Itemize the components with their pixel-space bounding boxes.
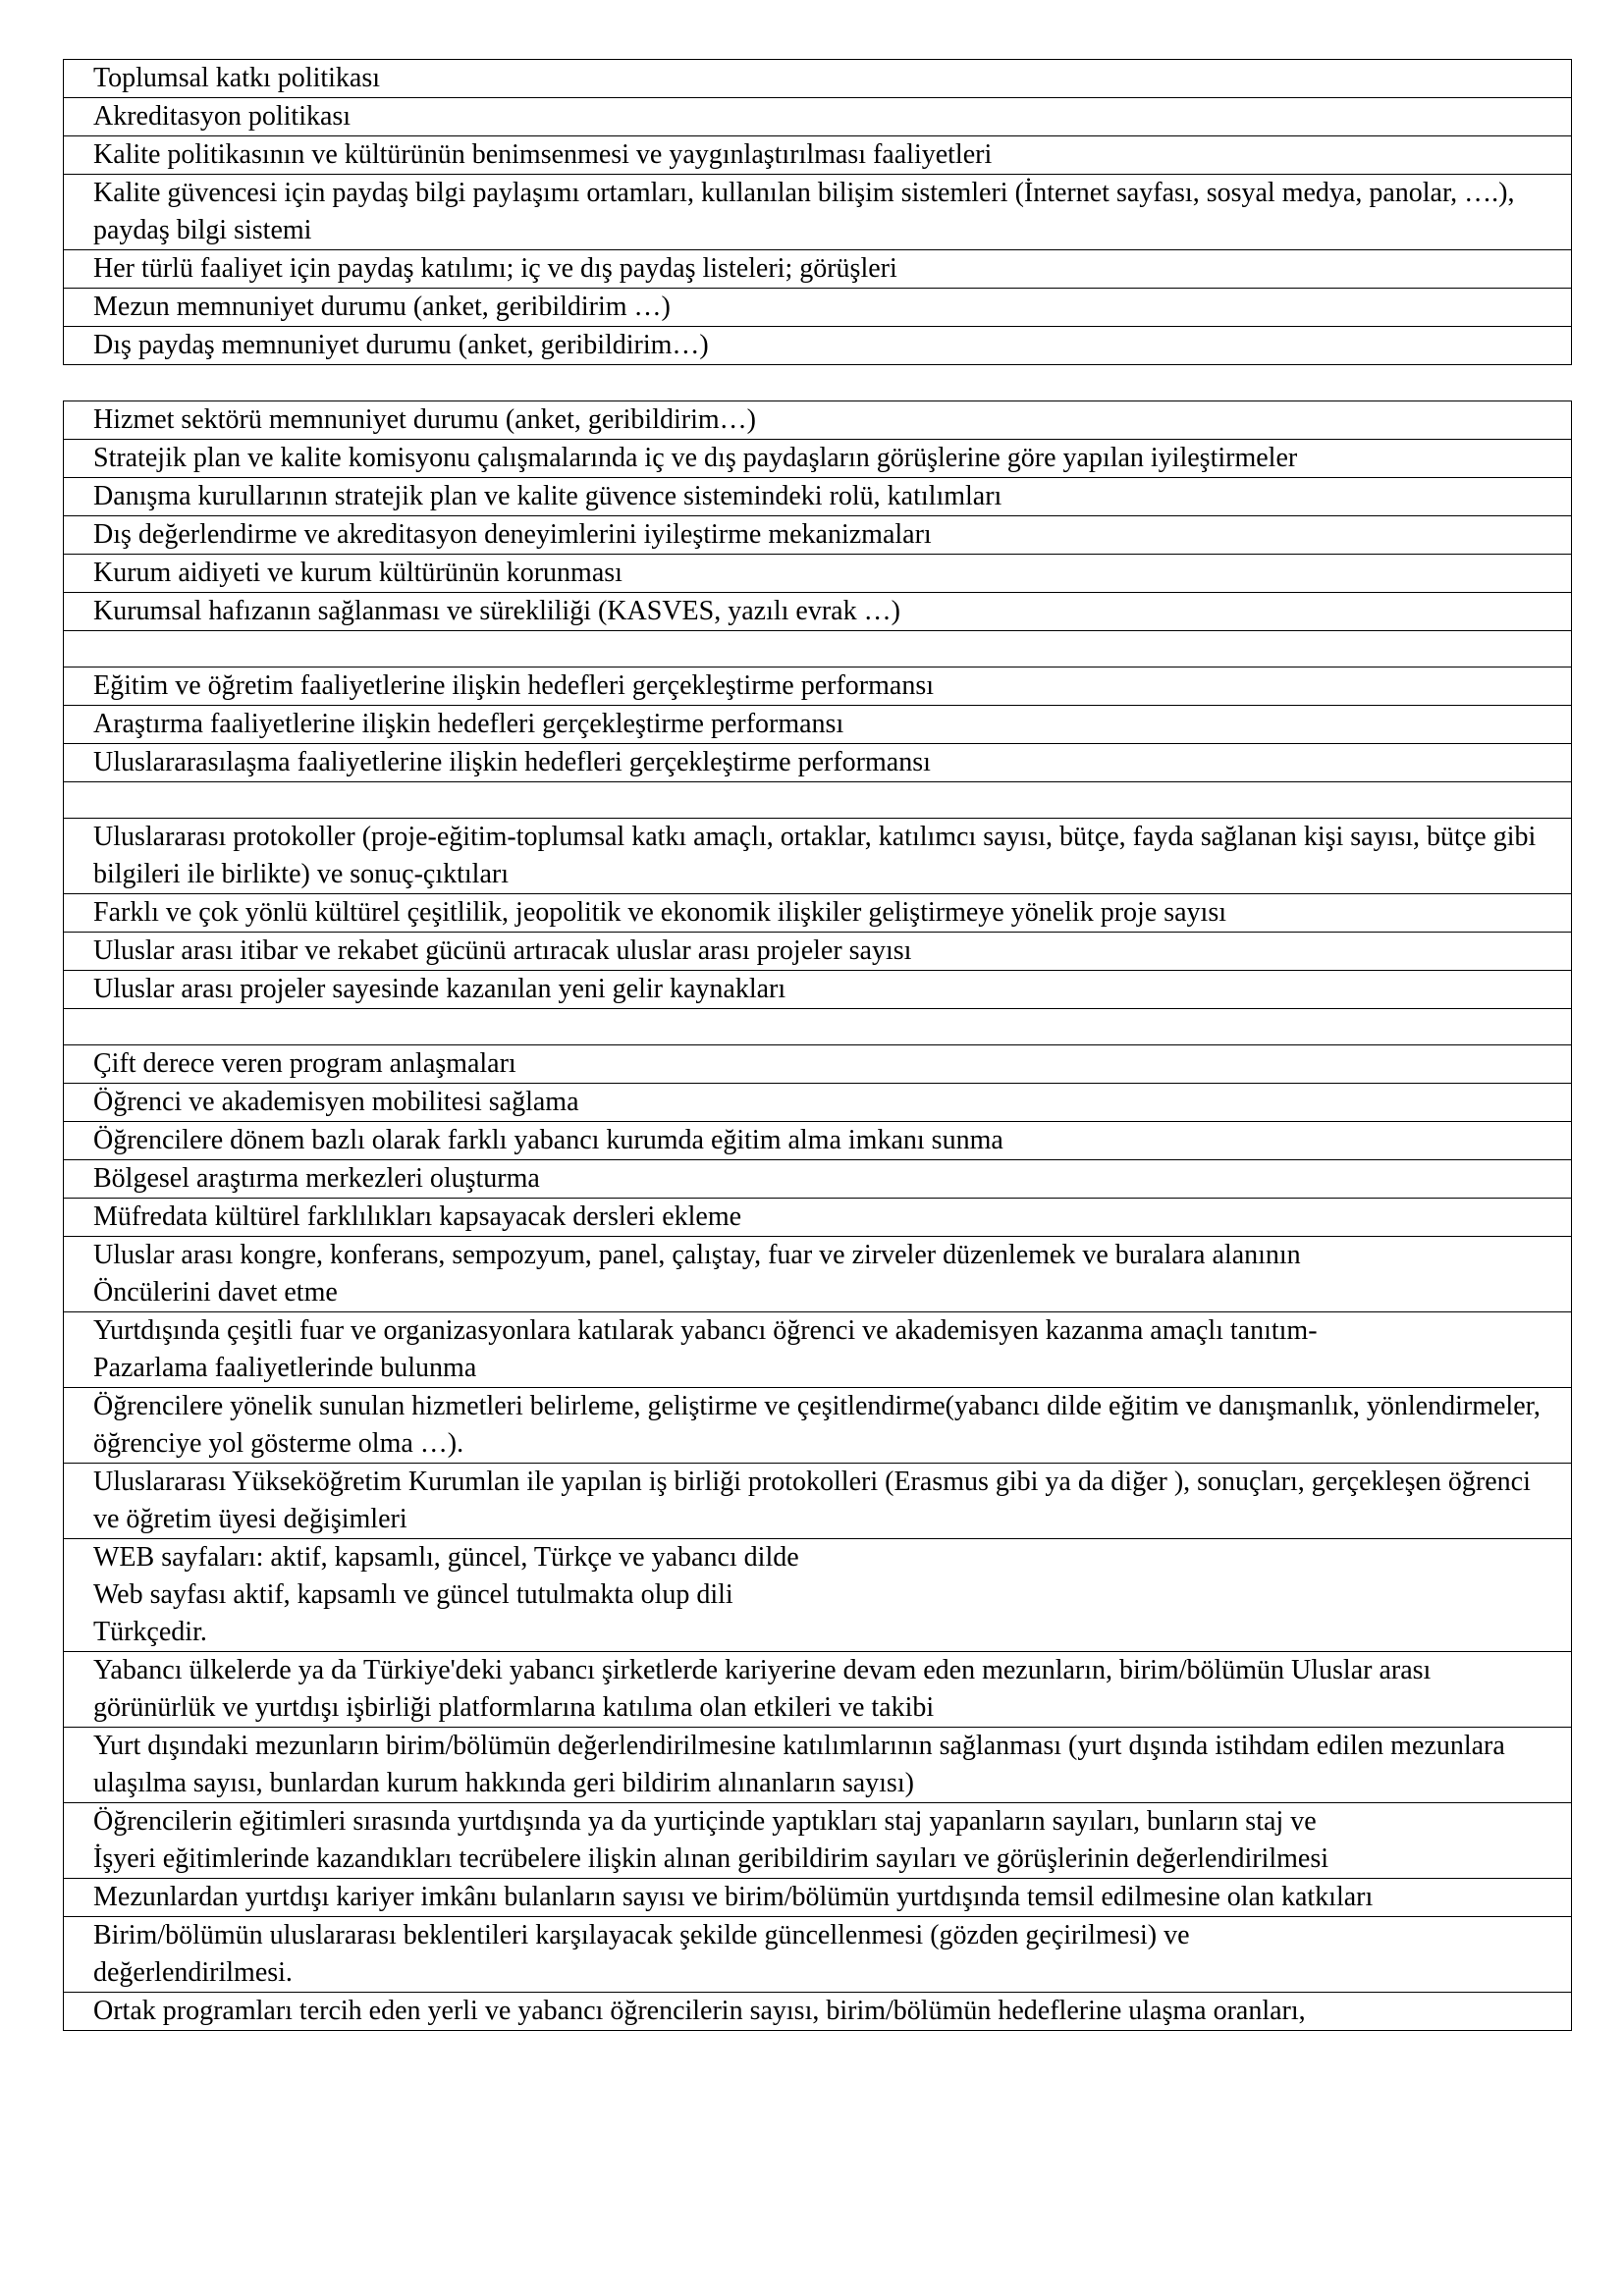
table-row (64, 1237, 1572, 1312)
table-cell: Dış değerlendirme ve akreditasyon deneyimlerini iyileştirme mekanizmaları (64, 516, 1572, 555)
table-row (64, 1917, 1572, 1993)
table-row (64, 98, 1572, 136)
table-row (64, 1160, 1572, 1199)
table-cell (64, 782, 1572, 819)
table-cell: Bölgesel araştırma merkezleri oluşturma (64, 1160, 1572, 1199)
table-row (64, 1879, 1572, 1917)
table-row (64, 1539, 1572, 1652)
table-row (64, 1122, 1572, 1160)
table-cell: Ortak programları tercih eden yerli ve yabancı öğrencilerin sayısı, birim/bölümün hedeflerine ulaşma oranları, (64, 1993, 1572, 2031)
table-row (64, 250, 1572, 289)
table-row (64, 593, 1572, 631)
table-cell: Uluslar arası kongre, konferans, sempozyum, panel, çalıştay, fuar ve zirveler düzenlemek ve buralara alanının Öncülerini davet etme (64, 1237, 1572, 1312)
table-cell: Uluslararası Yükseköğretim Kurumlan ile yapılan iş birliği protokolleri (Erasmus gibi ya da diğer ), sonuçları, gerçekleşen öğrenci ve öğretim üyesi değişimleri (64, 1464, 1572, 1539)
table-cell: Uluslararası protokoller (proje-eğitim-toplumsal katkı amaçlı, ortaklar, katılımcı sayısı, bütçe, fayda sağlanan kişi sayısı, bütçe gibi bilgileri ile birlikte) ve sonuç-çıktıları (64, 819, 1572, 894)
table-1-body (64, 60, 1572, 365)
table-cell: Müfredata kültürel farklılıkları kapsayacak dersleri ekleme (64, 1199, 1572, 1237)
table-row (64, 706, 1572, 744)
table-cell: Akreditasyon politikası (64, 98, 1572, 136)
table-row (64, 1464, 1572, 1539)
table-cell: WEB sayfaları: aktif, kapsamlı, güncel, Türkçe ve yabancı dilde Web sayfası aktif, kapsamlı ve güncel tutulmakta olup dili Türkçedir. (64, 1539, 1572, 1652)
table-row (64, 971, 1572, 1009)
table-row (64, 1803, 1572, 1879)
table-cell: Uluslar arası projeler sayesinde kazanılan yeni gelir kaynakları (64, 971, 1572, 1009)
table-row (64, 289, 1572, 327)
table-row (64, 401, 1572, 440)
table-cell: Hizmet sektörü memnuniyet durumu (anket, geribildirim…) (64, 401, 1572, 440)
table-cell: Dış paydaş memnuniyet durumu (anket, geribildirim…) (64, 327, 1572, 365)
table-row (64, 1993, 1572, 2031)
table-cell: Mezun memnuniyet durumu (anket, geribildirim …) (64, 289, 1572, 327)
table-row (64, 60, 1572, 98)
table-row (64, 631, 1572, 667)
table-cell: Farklı ve çok yönlü kültürel çeşitlilik, jeopolitik ve ekonomik ilişkiler geliştirmeye yönelik proje sayısı (64, 894, 1572, 933)
table-cell: Uluslararasılaşma faaliyetlerine ilişkin hedefleri gerçekleştirme performansı (64, 744, 1572, 782)
table-1 (63, 59, 1572, 365)
table-cell: Kurumsal hafızanın sağlanması ve sürekliliği (KASVES, yazılı evrak …) (64, 593, 1572, 631)
table-row (64, 667, 1572, 706)
table-row (64, 1312, 1572, 1388)
table-cell: Eğitim ve öğretim faaliyetlerine ilişkin hedefleri gerçekleştirme performansı (64, 667, 1572, 706)
table-cell: Yurt dışındaki mezunların birim/bölümün değerlendirilmesine katılımlarının sağlanması (yurt dışında istihdam edilen mezunlara ulaşılma sayısı, bunlardan kurum hakkında geri bildirim alınanların sayısı) (64, 1728, 1572, 1803)
table-row (64, 1084, 1572, 1122)
table-row (64, 1199, 1572, 1237)
table-cell: Araştırma faaliyetlerine ilişkin hedefleri gerçekleştirme performansı (64, 706, 1572, 744)
table-row (64, 478, 1572, 516)
table-cell: Çift derece veren program anlaşmaları (64, 1045, 1572, 1084)
table-row (64, 175, 1572, 250)
table-row (64, 555, 1572, 593)
table-cell: Öğrenci ve akademisyen mobilitesi sağlama (64, 1084, 1572, 1122)
table-cell: Stratejik plan ve kalite komisyonu çalışmalarında iç ve dış paydaşların görüşlerine göre yapılan iyileştirmeler (64, 440, 1572, 478)
table-cell: Öğrencilere dönem bazlı olarak farklı yabancı kurumda eğitim alma imkanı sunma (64, 1122, 1572, 1160)
table-row (64, 1045, 1572, 1084)
table-cell: Her türlü faaliyet için paydaş katılımı; iç ve dış paydaş listeleri; görüşleri (64, 250, 1572, 289)
table-cell: Birim/bölümün uluslararası beklentileri karşılayacak şekilde güncellenmesi (gözden geçirilmesi) ve değerlendirilmesi. (64, 1917, 1572, 1993)
table-2 (63, 400, 1572, 2031)
table-row (64, 894, 1572, 933)
table-row (64, 744, 1572, 782)
table-cell: Uluslar arası itibar ve rekabet gücünü artıracak uluslar arası projeler sayısı (64, 933, 1572, 971)
table-row (64, 782, 1572, 819)
table-row (64, 440, 1572, 478)
table-cell: Kalite politikasının ve kültürünün benimsenmesi ve yaygınlaştırılması faaliyetleri (64, 136, 1572, 175)
table-cell: Öğrencilerin eğitimleri sırasında yurtdışında ya da yurtiçinde yaptıkları staj yapanların sayıları, bunların staj ve İşyeri eğitimlerinde kazandıkları tecrübelere ilişkin alınan geribildirim sayıları ve görüşlerinin değerlendirilmesi (64, 1803, 1572, 1879)
table-cell (64, 1009, 1572, 1045)
table-row (64, 1728, 1572, 1803)
table-row (64, 819, 1572, 894)
table-2-body (64, 401, 1572, 2031)
table-cell: Kalite güvencesi için paydaş bilgi paylaşımı ortamları, kullanılan bilişim sistemleri (İnternet sayfası, sosyal medya, panolar, ….), paydaş bilgi sistemi (64, 175, 1572, 250)
table-cell: Danışma kurullarının stratejik plan ve kalite güvence sistemindeki rolü, katılımları (64, 478, 1572, 516)
table-row (64, 933, 1572, 971)
table-row (64, 516, 1572, 555)
table-row (64, 136, 1572, 175)
table-cell: Yurtdışında çeşitli fuar ve organizasyonlara katılarak yabancı öğrenci ve akademisyen kazanma amaçlı tanıtım- Pazarlama faaliyetlerinde bulunma (64, 1312, 1572, 1388)
table-row (64, 327, 1572, 365)
table-cell (64, 631, 1572, 667)
table-row (64, 1009, 1572, 1045)
table-row (64, 1652, 1572, 1728)
table-cell: Mezunlardan yurtdışı kariyer imkânı bulanların sayısı ve birim/bölümün yurtdışında temsil edilmesine olan katkıları (64, 1879, 1572, 1917)
table-cell: Toplumsal katkı politikası (64, 60, 1572, 98)
table-cell: Yabancı ülkelerde ya da Türkiye'deki yabancı şirketlerde kariyerine devam eden mezunların, birim/bölümün Uluslar arası görünürlük ve yurtdışı işbirliği platformlarına katılıma olan etkileri ve takibi (64, 1652, 1572, 1728)
table-cell: Öğrencilere yönelik sunulan hizmetleri belirleme, geliştirme ve çeşitlendirme(yabancı dilde eğitim ve danışmanlık, yönlendirmeler, öğrenciye yol gösterme olma …). (64, 1388, 1572, 1464)
table-row (64, 1388, 1572, 1464)
table-cell: Kurum aidiyeti ve kurum kültürünün korunması (64, 555, 1572, 593)
